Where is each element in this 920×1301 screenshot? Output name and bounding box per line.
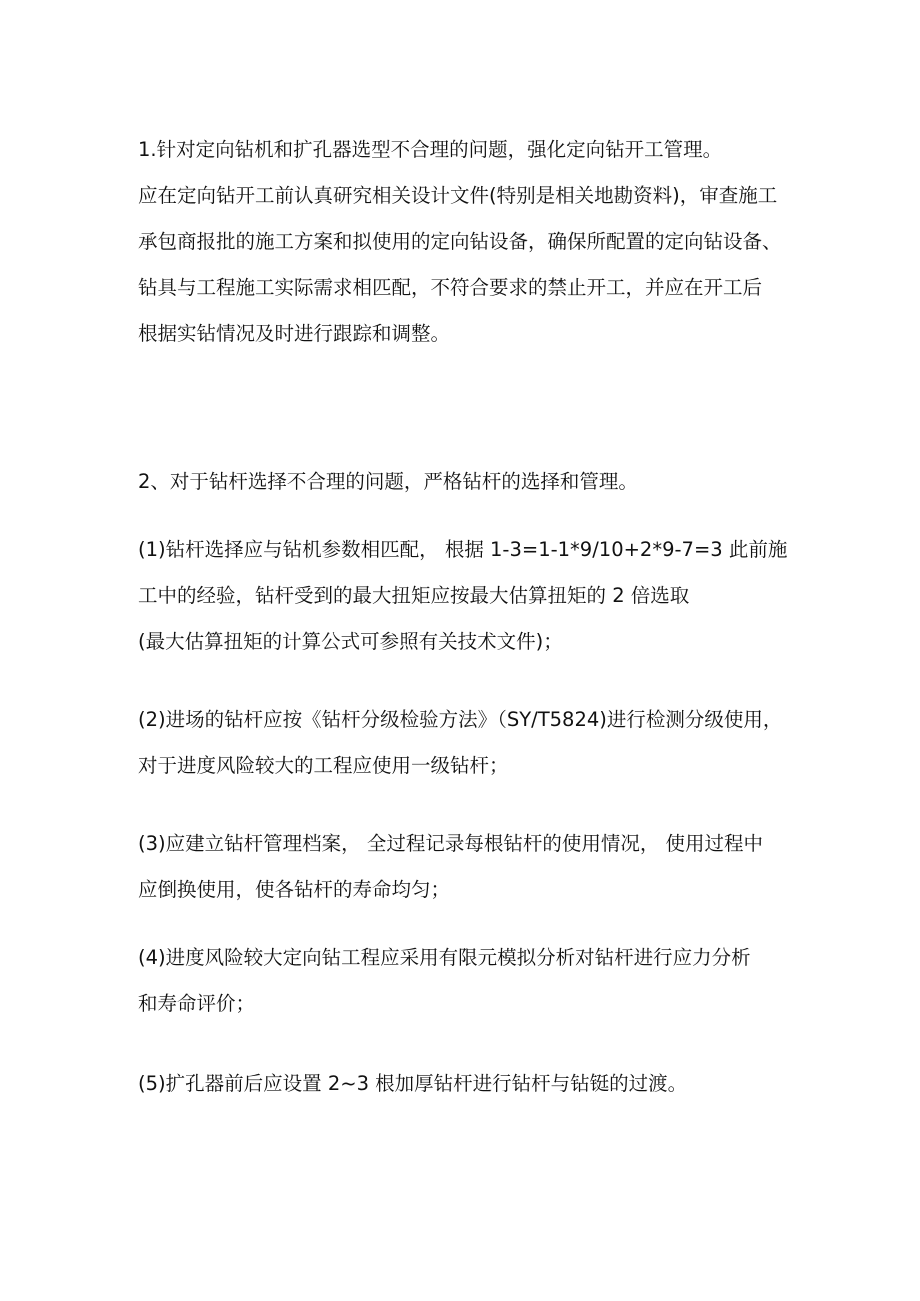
section-2-heading: 2、对于钻杆选择不合理的问题，严格钻杆的选择和管理。	[138, 470, 638, 493]
section-1-heading: 1.针对定向钻机和扩孔器选型不合理的问题，强化定向钻开工管理。	[138, 138, 723, 161]
item-2-line-2: 对于进度风险较大的工程应使用一级钻杆；	[138, 754, 509, 777]
section-1-paragraph-line-1: 应在定向钻开工前认真研究相关设计文件(特别是相关地勘资料)，审查施工	[138, 184, 778, 207]
item-1-line-1: (1)钻杆选择应与钻机参数相匹配， 根据 1-3=1-1*9/10+2*9-7=3 此前施	[138, 538, 788, 561]
item-2-line-1: (2)进场的钻杆应按《钻杆分级检验方法》（SY/T5824)进行检测分级使用，	[138, 708, 783, 731]
section-1-paragraph-line-3: 钻具与工程施工实际需求相匹配，不符合要求的禁止开工，并应在开工后	[138, 276, 763, 299]
item-5-line-1: (5)扩孔器前后应设置 2~3 根加厚钻杆进行钻杆与钻铤的过渡。	[138, 1072, 688, 1095]
section-1-paragraph-line-4: 根据实钻情况及时进行跟踪和调整。	[138, 322, 451, 345]
item-4-line-2: 和寿命评价；	[138, 992, 256, 1015]
item-3-line-2: 应倒换使用，使各钻杆的寿命均匀；	[138, 878, 451, 901]
item-4-line-1: (4)进度风险较大定向钻工程应采用有限元模拟分析对钻杆进行应力分析	[138, 946, 751, 969]
item-1-line-2: 工中的经验，钻杆受到的最大扭矩应按最大估算扭矩的 2 倍选取	[138, 584, 690, 607]
section-1-paragraph-line-2: 承包商报批的施工方案和拟使用的定向钻设备，确保所配置的定向钻设备、	[138, 230, 782, 253]
item-3-line-1: (3)应建立钻杆管理档案， 全过程记录每根钻杆的使用情况， 使用过程中	[138, 832, 764, 855]
item-1-line-3: (最大估算扭矩的计算公式可参照有关技术文件)；	[138, 630, 563, 653]
